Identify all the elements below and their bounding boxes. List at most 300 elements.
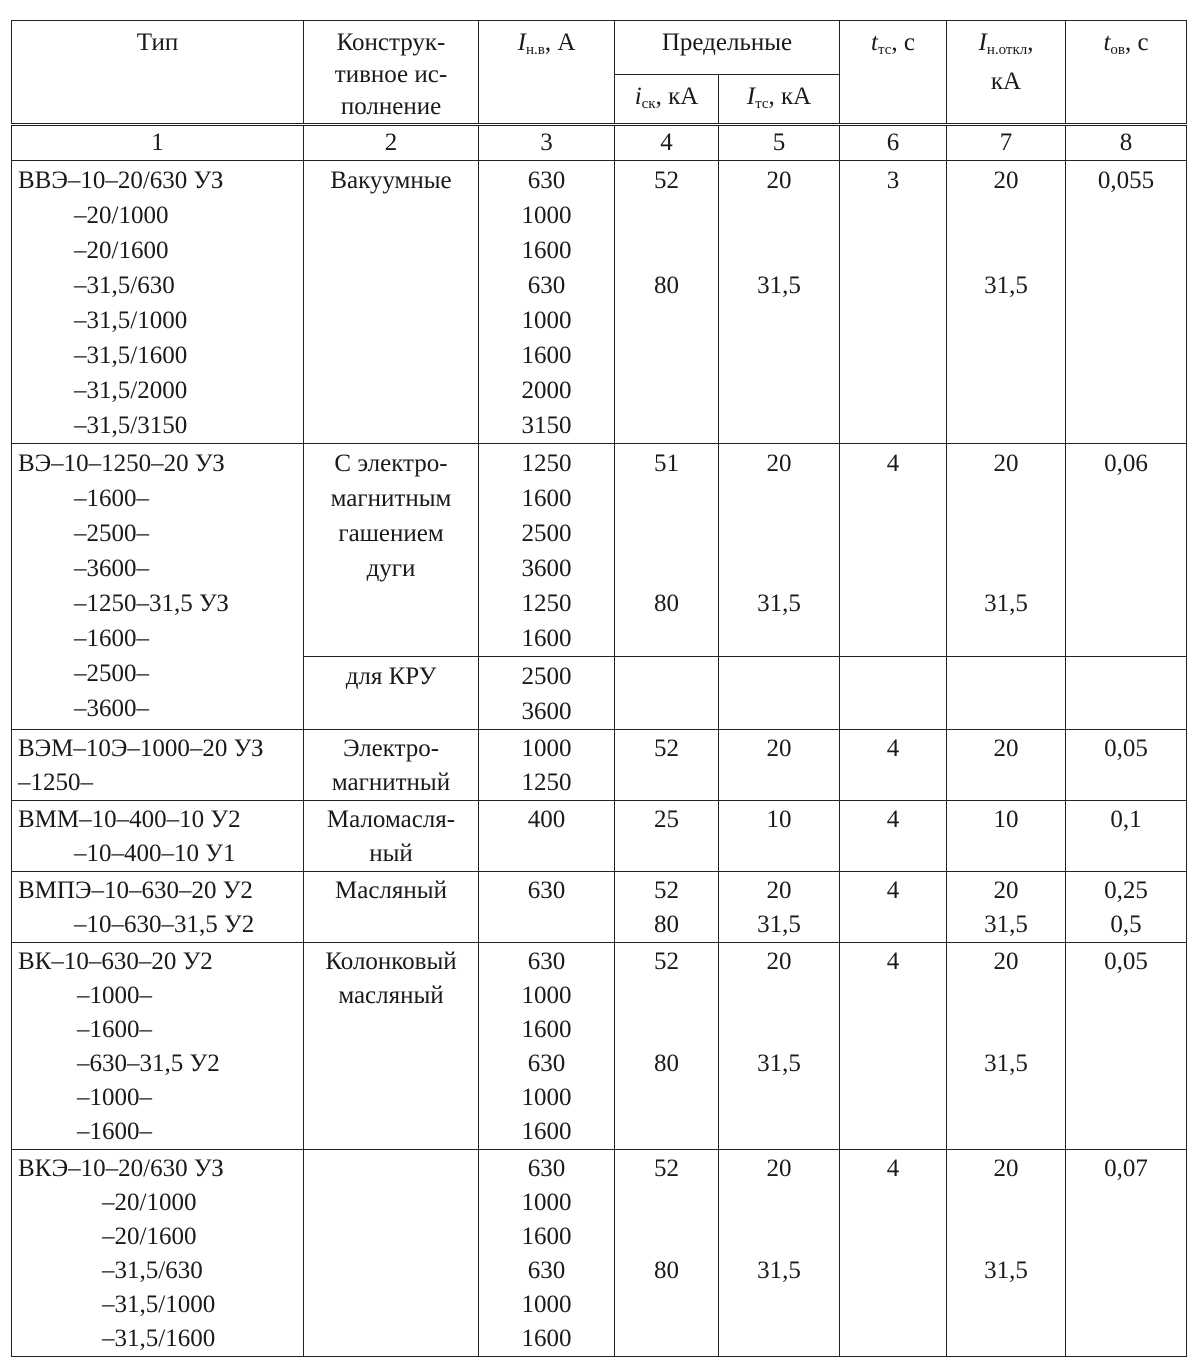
cell-line: 52 [654,167,679,194]
cell-line: 10 [766,806,792,833]
cell-line [1066,551,1186,586]
cell-line: С электро- [334,450,448,477]
cell-line [840,1186,946,1220]
cell-line [719,766,839,800]
cell-line: 52 [654,735,679,762]
cell-line [947,551,1065,586]
cell-line: ВЭ–10–1250–20 УЗ [18,450,225,477]
cell-line: 31,5 [984,272,1028,299]
isk-cell [615,444,719,657]
current-cell [479,872,615,943]
tov-cell [1066,730,1187,801]
cell-line: –1000– [77,1084,152,1111]
cell-line: 20 [993,948,1019,975]
cell-line [719,1186,839,1220]
cell-line: 20 [993,735,1019,762]
column-number: 5 [719,125,840,161]
cell-line [719,338,839,373]
cell-line: –1600– [74,485,149,512]
cell-line: 3600 [521,555,572,582]
empty-cell [719,657,840,730]
cell-line: 1600 [521,625,572,652]
cell-line: 31,5 [757,1257,801,1284]
current-cell [479,801,615,872]
cell-line [615,373,718,408]
cell-line [840,1115,946,1149]
column-number: 8 [1066,125,1187,161]
design-cell [304,444,479,657]
cell-line: 3600 [521,698,572,725]
cell-line: –1250– [18,769,93,796]
design-cell [304,161,479,444]
cell-line: 20 [766,948,792,975]
cell-line: 1600 [521,342,572,369]
cell-line [840,268,946,303]
cell-line [304,373,478,408]
current-cell [479,730,615,801]
cell-line [304,621,478,656]
cell-line: магнитный [331,769,451,796]
cell-line: 630 [527,877,566,904]
cell-line [615,1220,718,1254]
empty-cell [947,657,1066,730]
cell-line [947,373,1065,408]
cell-line: 31,5 [757,911,801,938]
cell-line: 4 [886,1155,900,1182]
cell-line [840,908,946,942]
cell-line [1066,1186,1186,1220]
tts-cell [840,943,947,1150]
cell-line [947,1115,1065,1149]
cell-line: –31,5/1000 [102,1291,216,1318]
cell-line: 0,25 [1104,877,1148,904]
cell-line: 0,1 [1110,806,1142,833]
type-cell [12,801,304,872]
cell-line [947,1220,1065,1254]
cell-line [840,837,946,871]
cell-line [947,516,1065,551]
cell-line [615,1115,718,1149]
header-thermal-time: $t_{тс}$, с [840,21,947,125]
cell-line [1066,586,1186,621]
design-cell [304,657,479,730]
current-cell [479,943,615,1150]
cell-line [615,1186,718,1220]
cell-line: 52 [654,877,679,904]
cell-line: 80 [654,1050,679,1077]
cell-line: 0,5 [1110,911,1142,938]
ioff-cell [947,161,1066,444]
cell-line: 630 [527,167,566,194]
column-number-row [12,125,1187,161]
cell-line [1066,233,1186,268]
cell-line: –2500– [74,520,149,547]
cell-line: 20 [993,450,1019,477]
cell-line: –31,5/2000 [74,377,188,404]
cell-line: 52 [654,1155,679,1182]
ioff-cell [947,1150,1066,1357]
cell-line: 1250 [521,769,572,796]
cell-line [947,766,1065,800]
table-row [12,801,1187,872]
cell-line: 630 [527,1155,566,1182]
table-row [12,730,1187,801]
tts-cell [840,730,947,801]
table-row [12,943,1187,1150]
cell-line: 630 [527,1257,566,1284]
cell-line [719,1322,839,1356]
cell-line [947,1322,1065,1356]
cell-line: 31,5 [757,272,801,299]
ioff-cell [947,801,1066,872]
header-design-line: тивное ис- [334,61,448,88]
cell-line [1066,268,1186,303]
tov-cell [1066,943,1187,1150]
cell-line: 20 [993,1155,1019,1182]
cell-line: 1600 [521,1118,572,1145]
tov-cell [1066,1150,1187,1357]
cell-line: 4 [886,735,900,762]
cell-line: 4 [886,877,900,904]
cell-line: –31,5/630 [74,272,175,299]
cell-line: –31,5/3150 [74,412,188,439]
cell-line [719,1220,839,1254]
cell-line [840,1013,946,1047]
cell-line [719,408,839,443]
cell-line [304,1047,478,1081]
cell-line [615,766,718,800]
header-row-1 [12,21,1187,75]
cell-line [1066,1288,1186,1322]
cell-line [719,1081,839,1115]
cell-line: –3600– [74,695,149,722]
header-rated-current: $I_{н.в}$, А [479,21,615,125]
cell-line: Маломасля- [326,806,456,833]
cell-line [615,233,718,268]
cell-line [615,1288,718,1322]
header-thermal-current: $I_{тс}$, кА [719,75,840,125]
cell-line: 31,5 [984,1050,1028,1077]
cell-line [1066,303,1186,338]
table-row [12,1150,1187,1357]
cell-line: –3600– [74,555,149,582]
cell-line [479,837,614,871]
cell-line: 1000 [521,1084,572,1111]
cell-line: 31,5 [757,590,801,617]
cell-line: Вакуумные [330,167,452,194]
its-cell [719,161,840,444]
cell-line: –1000– [77,982,152,1009]
cell-line [947,233,1065,268]
cell-line [840,1081,946,1115]
cell-line: –1250–31,5 УЗ [74,590,229,617]
header-type: Тип [12,21,304,125]
cell-line: 0,06 [1104,450,1148,477]
cell-line [615,1013,718,1047]
column-number: 2 [304,125,479,161]
cell-line: 630 [527,948,566,975]
cell-line: 20 [766,877,792,904]
isk-cell [615,943,719,1150]
cell-line [840,766,946,800]
cell-line [1066,1254,1186,1288]
cell-line [615,837,718,871]
cell-line [615,516,718,551]
cell-line [840,408,946,443]
cell-line: 0,05 [1104,948,1148,975]
cell-line [304,1115,478,1149]
cell-line [840,979,946,1013]
cell-line [947,303,1065,338]
cell-line [719,1013,839,1047]
column-number: 7 [947,125,1066,161]
cell-line [719,481,839,516]
cell-line: –10–630–31,5 У2 [74,911,255,938]
cell-line [840,1254,946,1288]
type-cell [12,1150,304,1357]
cell-line: 20 [766,735,792,762]
current-cell [479,657,615,730]
type-cell [12,730,304,801]
cell-line: 80 [654,1257,679,1284]
cell-line: 20 [993,167,1019,194]
cell-line: 1000 [521,1189,572,1216]
header-limits-group: Предельные [615,21,840,75]
cell-line [840,586,946,621]
cell-line: 1250 [521,590,572,617]
cell-line: 4 [886,806,900,833]
cell-line: –1600– [77,1016,152,1043]
cell-line: 20 [766,1155,792,1182]
cell-line: 630 [527,272,566,299]
cell-line: 630 [527,1050,566,1077]
cell-line: 4 [886,948,900,975]
isk-cell [615,872,719,943]
tts-cell [840,1150,947,1357]
cell-line: 1250 [521,450,572,477]
cell-line: 2000 [521,377,572,404]
cell-line [1066,1115,1186,1149]
cell-line [304,694,478,729]
column-number: 3 [479,125,615,161]
cell-line [719,233,839,268]
cell-line [840,1288,946,1322]
cell-line: –31,5/1600 [102,1325,216,1352]
cell-line: 80 [654,911,679,938]
ioff-cell [947,444,1066,657]
cell-line [615,979,718,1013]
cell-line: ВМПЭ–10–630–20 У2 [18,877,253,904]
cell-line [947,1013,1065,1047]
cell-line [947,1186,1065,1220]
cell-line [615,303,718,338]
cell-line [1066,1013,1186,1047]
cell-line [615,408,718,443]
cell-line [1066,408,1186,443]
cell-line [840,338,946,373]
cell-line: 1000 [521,735,572,762]
cell-line [615,481,718,516]
cell-line [947,621,1065,656]
cell-line [304,1220,478,1254]
cell-line [947,837,1065,871]
cell-line [840,621,946,656]
column-number: 1 [12,125,304,161]
cell-line [719,621,839,656]
empty-cell [615,657,719,730]
cell-line: ный [369,840,413,867]
current-cell [479,1150,615,1357]
cell-line: –1600– [74,625,149,652]
cell-line [719,1115,839,1149]
cell-line: 80 [654,272,679,299]
empty-cell [1066,657,1187,730]
cell-line [719,303,839,338]
cell-line [947,1081,1065,1115]
cell-line: –1600– [77,1118,152,1145]
cell-line: 1600 [521,237,572,264]
cell-line [719,979,839,1013]
cell-line: 2500 [521,663,572,690]
cell-line [1066,198,1186,233]
tts-cell [840,444,947,657]
cell-line: 31,5 [757,1050,801,1077]
cell-line: 2500 [521,520,572,547]
table-row [12,444,1187,657]
cell-line [304,198,478,233]
cell-line [479,908,614,942]
tov-cell [1066,801,1187,872]
cell-line: –10–400–10 У1 [74,840,236,867]
cell-line: –630–31,5 У2 [77,1050,220,1077]
column-number: 6 [840,125,947,161]
breaker-table-page [11,20,1186,1357]
cell-line: Колонковый [325,948,457,975]
cell-line [304,1288,478,1322]
cell-line: 3150 [521,412,572,439]
cell-line [947,481,1065,516]
cell-line: магнитным [330,485,452,512]
type-cell [12,161,304,444]
cell-line: 400 [527,806,566,833]
cell-line [840,1047,946,1081]
cell-line [719,516,839,551]
cell-line: 31,5 [984,1257,1028,1284]
cell-line [1066,979,1186,1013]
ioff-cell [947,730,1066,801]
isk-cell [615,161,719,444]
cell-line: ВММ–10–400–10 У2 [18,806,241,833]
cell-line [719,373,839,408]
cell-line: –20/1600 [74,237,169,264]
cell-line: гашением [338,520,444,547]
type-cell [12,444,304,730]
cell-line: ВКЭ–10–20/630 УЗ [18,1155,224,1182]
cell-line: 20 [993,877,1019,904]
cell-line: –2500– [74,660,149,687]
cell-line [947,338,1065,373]
cell-line: –31,5/1000 [74,307,188,334]
cell-line [840,1220,946,1254]
cell-line [304,1152,478,1186]
cell-line: 1600 [521,1016,572,1043]
cell-line: 31,5 [984,590,1028,617]
table-row [12,872,1187,943]
cell-line: –20/1600 [102,1223,197,1250]
cell-line [1066,837,1186,871]
header-design-line: Конструк- [336,29,446,56]
cell-line: ВК–10–630–20 У2 [18,948,213,975]
isk-cell [615,730,719,801]
cell-line: масляный [338,982,444,1009]
header-breaking-current: $I_{н.откл}$, кА [947,21,1066,125]
design-cell [304,1150,479,1357]
cell-line: ВВЭ–10–20/630 УЗ [18,167,224,194]
cell-line: 31,5 [984,911,1028,938]
cell-line [304,268,478,303]
cell-line [1066,1081,1186,1115]
its-cell [719,730,840,801]
current-cell [479,444,615,657]
cell-line [947,198,1065,233]
cell-line [719,198,839,233]
its-cell [719,444,840,657]
cell-line: 20 [766,167,792,194]
ioff-cell [947,872,1066,943]
cell-line [304,408,478,443]
cell-line: Масляный [335,877,447,904]
cell-line: –20/1000 [102,1189,197,1216]
type-cell [12,943,304,1150]
cell-line [304,1013,478,1047]
cell-line [304,908,478,942]
cell-line [304,338,478,373]
isk-cell [615,1150,719,1357]
its-cell [719,872,840,943]
cell-line [840,233,946,268]
cell-line: 1600 [521,1325,572,1352]
design-cell [304,872,479,943]
cell-line [1066,621,1186,656]
table-row [12,161,1187,444]
cell-line: 1000 [521,202,572,229]
cell-line: –20/1000 [74,202,169,229]
cell-line: 0,05 [1104,735,1148,762]
cell-line [304,1186,478,1220]
tov-cell [1066,444,1187,657]
cell-line [615,621,718,656]
cell-line: 1600 [521,485,572,512]
tts-cell [840,872,947,943]
cell-line [719,837,839,871]
cell-line: 1000 [521,307,572,334]
cell-line [1066,1220,1186,1254]
cell-line [719,551,839,586]
header-design-line: полнение [340,93,442,120]
cell-line [840,516,946,551]
cell-line [615,338,718,373]
cell-line: дуги [366,555,416,582]
cell-line [304,303,478,338]
cell-line [1066,481,1186,516]
cell-line: 1000 [521,982,572,1009]
cell-line [1066,338,1186,373]
cell-line [615,551,718,586]
cell-line [1066,1047,1186,1081]
cell-line [1066,1322,1186,1356]
its-cell [719,943,840,1150]
cell-line [840,303,946,338]
